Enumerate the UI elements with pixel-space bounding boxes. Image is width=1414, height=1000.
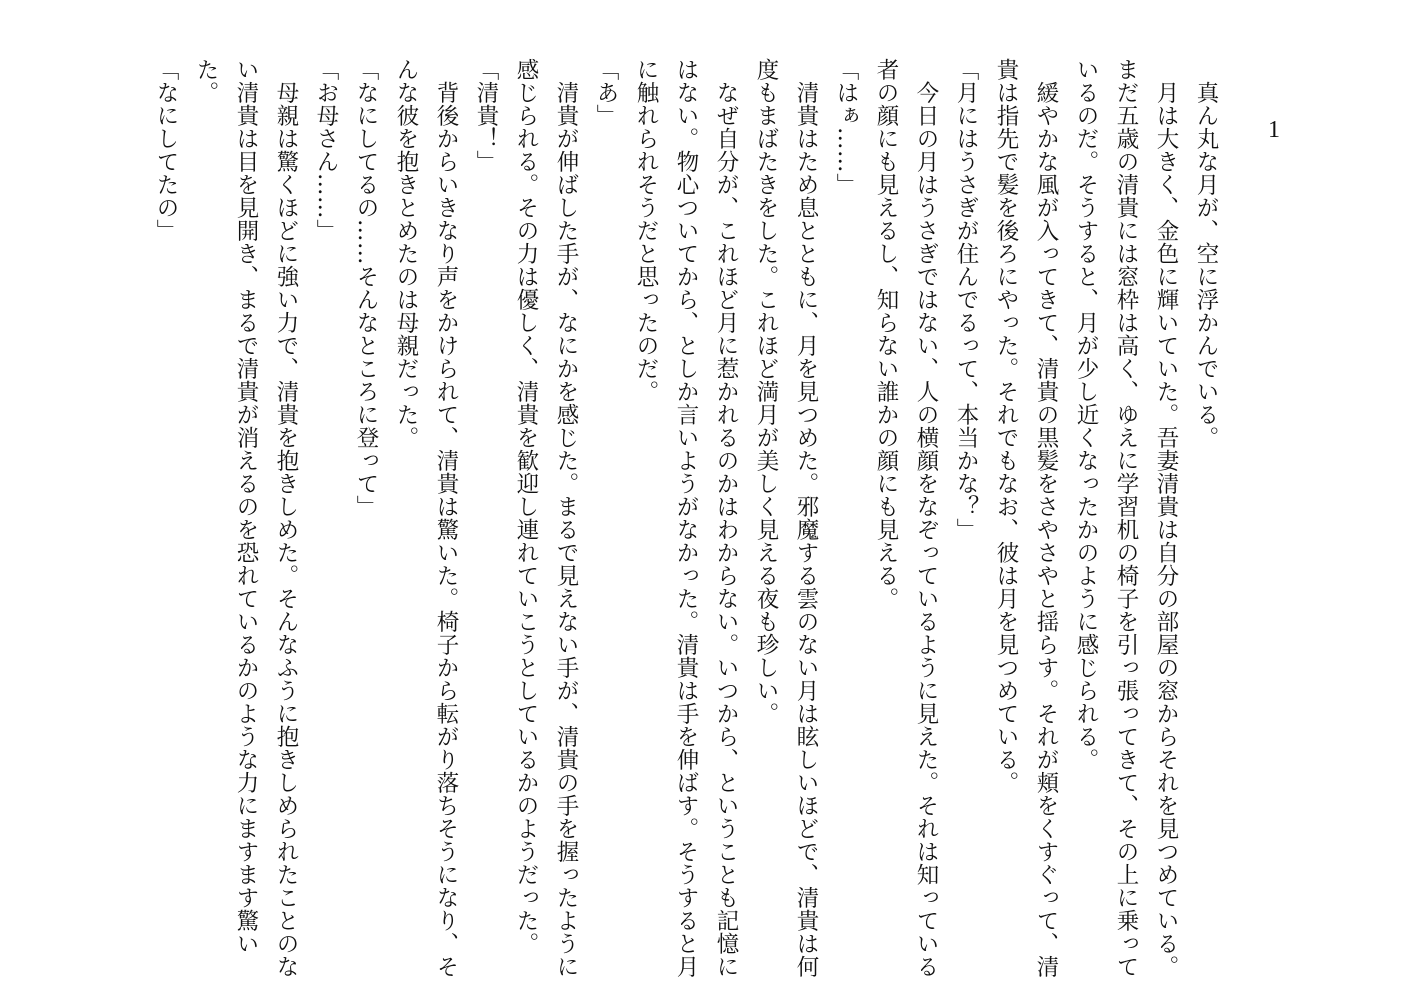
paragraph-6: なぜ自分が、これほど月に惹かれるのかはわからない。いつから、ということも記憶にはない。物心ついてから、としか言いようがなかった。清貴は手を伸ばす。そうすると月に触れられそうだと思ったのだ。 [633, 58, 739, 978]
chapter-number: 1 [1268, 117, 1280, 143]
paragraph-8: 背後からいきなり声をかけられて、清貴は驚いた。椅子から転がり落ちそうになり、そんな彼を抱きとめたのは母親だった。 [393, 58, 459, 978]
paragraph-9: 母親は驚くほどに強い力で、清貴を抱きしめた。そんなふうに抱きしめられたことのない清貴は目を見開き、まるで清貴が消えるのを恐れているかのような力にますます驚いた。 [193, 58, 299, 978]
paragraph-1: 真ん丸な月が、空に浮かんでいる。 [1193, 80, 1219, 449]
dialogue-4: 「清貴！」 [473, 58, 499, 173]
paragraph-3: 緩やかな風が入ってきて、清貴の黒髪をさやさやと揺らす。それが頬をくすぐって、清貴は指先で髪を後ろにやった。それでもなお、彼は月を見つめている。 [993, 58, 1059, 978]
paragraph-4: 今日の月はうさぎではない、人の横顔をなぞっているように見えた。それは知っている者の顔にも見えるし、知らない誰かの顔にも見える。 [873, 58, 939, 978]
dialogue-7: 「なにしてたの」 [153, 58, 179, 242]
dialogue-1: 「月にはうさぎが住んでるって、本当かな？」 [953, 58, 979, 541]
vertical-body-text [106, 58, 1226, 978]
dialogue-5: 「なにしてるの……そんなところに登って」 [353, 58, 379, 518]
dialogue-3: 「あ」 [593, 58, 619, 127]
dialogue-2: 「はぁ……」 [833, 58, 859, 196]
paragraph-5: 清貴はため息とともに、月を見つめた。邪魔する雲のない月は眩しいほどで、清貴は何度もまばたきをした。これほど満月が美しく見える夜も珍しい。 [753, 58, 819, 978]
dialogue-6: 「お母さん……」 [313, 58, 339, 242]
paragraph-7: 清貴が伸ばした手が、なにかを感じた。まるで見えない手が、清貴の手を握ったように感じられる。その力は優しく、清貴を歓迎し連れていこうとしているかのようだった。 [513, 58, 579, 978]
paragraph-2: 月は大きく、金色に輝いていた。吾妻清貴は自分の部屋の窓からそれを見つめている。まだ五歳の清貴には窓枠は高く、ゆえに学習机の椅子を引っ張ってきて、その上に乗っているのだ。そうすると、月が少し近くなったかのように感じられる。 [1073, 58, 1179, 978]
